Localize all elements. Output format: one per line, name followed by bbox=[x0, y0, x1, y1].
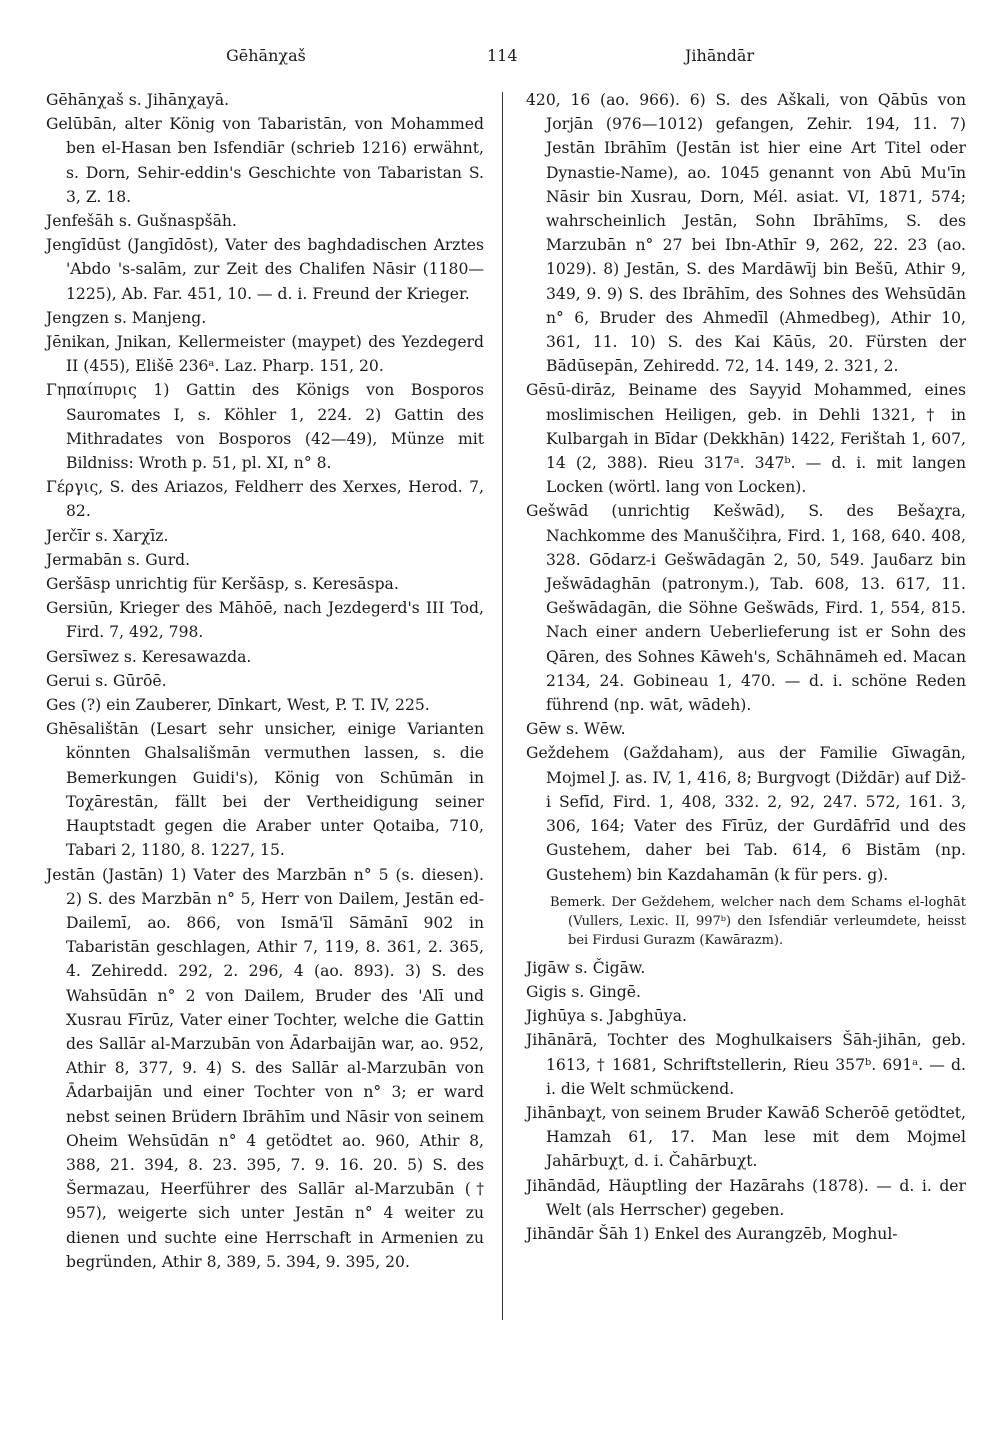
entry: Jengīdūst (Jangīdōst), Vater des baghdadischen Arztes 'Abdo 's-salām, zur Zeit des Chalifen Nāsir (1180—1225), Ab. Far. 451, 10. — d. i. Freund der Krieger. bbox=[46, 236, 484, 303]
entry: 420, 16 (ao. 966). 6) S. des Aškali, von Qābūs von Jorjān (976—1012) gefangen, Zehir. 194, 11. 7) Jestān Ibrāhīm (Jestān ist hier eine Art Titel oder Dynastie-Name), ao. 1045 genannt von Abū Mu'īn Nāsir bin Xusrau, Dorn, Mél. asiat. VI, 1871, 574; wahrscheinlich Jestān, Sohn Ibrāhīms, S. des Marzubān n° 27 bei Ibn-Athīr 9, 262, 22. 23 (ao. 1029). 8) Jestān, S. des Mardāwīj bin Bešū, Athir 9, 349, 9. 9) S. des Ibrāhīm, des Sohnes des Wehsūdān n° 6, Bruder des Ahmedīl (Ahmedbeg), Athir 10, 361, 11. 10) S. des Kai Kāūs, 20. Fürsten der Bādūsepān, Zehiredd. 72, 14. 149, 2. 321, 2. bbox=[526, 91, 966, 376]
page-number: 114 bbox=[487, 46, 518, 65]
entry: Jihāndār Šāh 1) Enkel des Aurangzēb, Moghul- bbox=[526, 1224, 898, 1243]
entry: Jigāw s. Čigāw. bbox=[526, 958, 646, 977]
entry: Jengzen s. Manjeng. bbox=[46, 308, 207, 327]
left-column bbox=[46, 88, 484, 1274]
column-divider bbox=[502, 92, 503, 1320]
entry: Jihānbaχt, von seinem Bruder Kawāδ Scherōē getödtet, Hamzah 61, 17. Man lese mit dem Mojmel Jahārbuχt, d. i. Čahārbuχt. bbox=[526, 1103, 966, 1171]
entry: Geždehem (Gaždaham), aus der Familie Gīwagān, Mojmel J. as. IV, 1, 416, 8; Burgvogt (Diždār) auf Diž-i Sefīd, Fird. 1, 408, 332. 2, 92, 247. 572, 161. 3, 306, 164; Vater des Fīrūz, der Gurdāfrīd und des Gustehem, daher bei Tab. 614, 6 Bistām (np. Gustehem) bin Kazdahamān (k für pers. g). bbox=[526, 744, 966, 884]
running-head-right: Jihāndār bbox=[685, 46, 755, 65]
entry: Gigis s. Gingē. bbox=[526, 982, 641, 1001]
entry: Jerčīr s. Xarχīz. bbox=[46, 526, 169, 545]
entry: Γηπαίπυρις 1) Gattin des Königs von Bosporos Sauromates I, s. Köhler 1, 224. 2) Gattin des Mithradates von Bosporos (42—49), Münze mit Bildniss: Wroth p. 51, pl. XI, n° 8. bbox=[46, 381, 484, 473]
entry: Jighūya s. Jabghūya. bbox=[526, 1007, 687, 1026]
remark-note: Bemerk. Der Geždehem, welcher nach dem Schams el-loghāt (Vullers, Lexic. II, 997ᵇ) den Isfendiār verleumdete, heisst bei Firdusi Gurazm (Kawārazm). bbox=[550, 894, 966, 948]
entry: Jermabān s. Gurd. bbox=[46, 550, 191, 569]
entry: Gēw s. Wēw. bbox=[526, 720, 626, 739]
entry: Gēsū-dirāz, Beiname des Sayyid Mohammed, eines moslimischen Heiligen, geb. in Dehli 1321, † in Kulbargah in Bīdar (Dekkhān) 1422, Ferištah 1, 607, 14 (2, 388). Rieu 317ᵃ. 347ᵇ. — d. i. mit langen Locken (wörtl. lang von Locken). bbox=[526, 381, 966, 497]
entry: Jenfešāh s. Gušnaspšāh. bbox=[46, 212, 237, 231]
entry: Jēnikan, Jnikan, Kellermeister (maypet) des Yezdegerd II (455), Elišē 236ᵃ. Laz. Pharp. 151, 20. bbox=[46, 333, 484, 376]
entry: Gešwād (unrichtig Kešwād), S. des Bešaχra, Nachkomme des Manuščiḥra, Fird. 1, 168, 640. 408, 328. Gōdarz-i Gešwādagān 2, 50, 549. Jauδarz bin Ješwādaghān (patronym.), Tab. 608, 13. 617, 11. Gešwādagān, die Söhne Gešwāds, Fird. 1, 554, 815. Nach einer andern Ueberlieferung ist er Sohn des Qāren, des Sohnes Kāweh's, Schāhnāmeh ed. Macan 2134, 24. Gobineau 1, 470. — d. i. schöne Reden führend (np. wāt, wādeh). bbox=[526, 502, 966, 715]
entry: Jihānārā, Tochter des Moghulkaisers Šāh-jihān, geb. 1613, † 1681, Schriftstellerin, Rieu 357ᵇ. 691ᵃ. — d. i. die Welt schmückend. bbox=[526, 1031, 966, 1098]
page-header bbox=[0, 46, 1000, 76]
running-head-left: Gēhānχaš bbox=[226, 46, 306, 65]
entry: Gerui s. Gūrōē. bbox=[46, 671, 167, 690]
entry: Gersīwez s. Keresawazda. bbox=[46, 647, 252, 666]
entry: Geršāsp unrichtig für Keršāsp, s. Keresāspa. bbox=[46, 575, 399, 594]
entry: Γέργις, S. des Ariazos, Feldherr des Xerxes, Herod. 7, 82. bbox=[46, 478, 484, 521]
entry: Gēhānχaš s. Jihānχayā. bbox=[46, 91, 230, 109]
entry: Gelūbān, alter König von Tabaristān, von Mohammed ben el-Hasan ben Isfendiār (schrieb 1216) erwähnt, s. Dorn, Sehir-eddin's Geschichte von Tabaristan S. 3, Z. 18. bbox=[46, 115, 484, 206]
entry: Jestān (Jastān) 1) Vater des Marzbān n° 5 (s. diesen). 2) S. des Marzbān n° 5, Herr von Dailem, Jestān ed-Dailemī, ao. 866, von Ismā'īl Sāmānī 902 in Tabaristān geschlagen, Athir 7, 119, 8. 361, 2. 365, 4. Zehiredd. 292, 2. 296, 4 (ao. 893). 3) S. des Wahsūdān n° 2 von Dailem, Bruder des 'Alī und Xusrau Fīrūz, Vater einer Tochter, welche die Gattin des Sallār al-Marzubān von Ādarbaijān war, ao. 952, Athir 8, 377, 9. 4) S. des Sallār al-Marzubān von Ādarbaijān und einer Tochter von n° 3; er ward nebst seinen Brüdern Ibrāhīm und Nāsir von seinem Oheim Wehsūdān n° 4 getödtet ao. 960, Athir 8, 388, 21. 394, 8. 23. 395, 7. 9. 16. 20. 5) S. des Šermazau, Heerführer des Sallār al-Marzubān († 957), weigerte sich unter Jestān n° 4 weiter zu dienen und suchte eine Herrschaft in Armenien zu begründen, Athir 8, 389, 5. 394, 9. 395, 20. bbox=[46, 865, 484, 1271]
entry: Ges (?) ein Zauberer, Dīnkart, West, P. T. IV, 225. bbox=[46, 696, 430, 715]
entry: Jihāndād, Häuptling der Hazārahs (1878). — d. i. der Welt (als Herrscher) gegeben. bbox=[526, 1176, 966, 1219]
right-column bbox=[526, 88, 966, 1246]
entry: Ghēsalištān (Lesart sehr unsicher, einige Varianten könnten Ghalsališmān vermuthen lassen, s. die Bemerkungen Guidi's), König von Schūmān in Toχārestān, fällt bei der Vertheidigung seiner Hauptstadt gegen die Araber unter Qotaiba, 710, Tabari 2, 1180, 8. 1227, 15. bbox=[46, 720, 484, 860]
entry: Gersiūn, Krieger des Māhōē, nach Jezdegerd's III Tod, Fird. 7, 492, 798. bbox=[46, 599, 484, 642]
